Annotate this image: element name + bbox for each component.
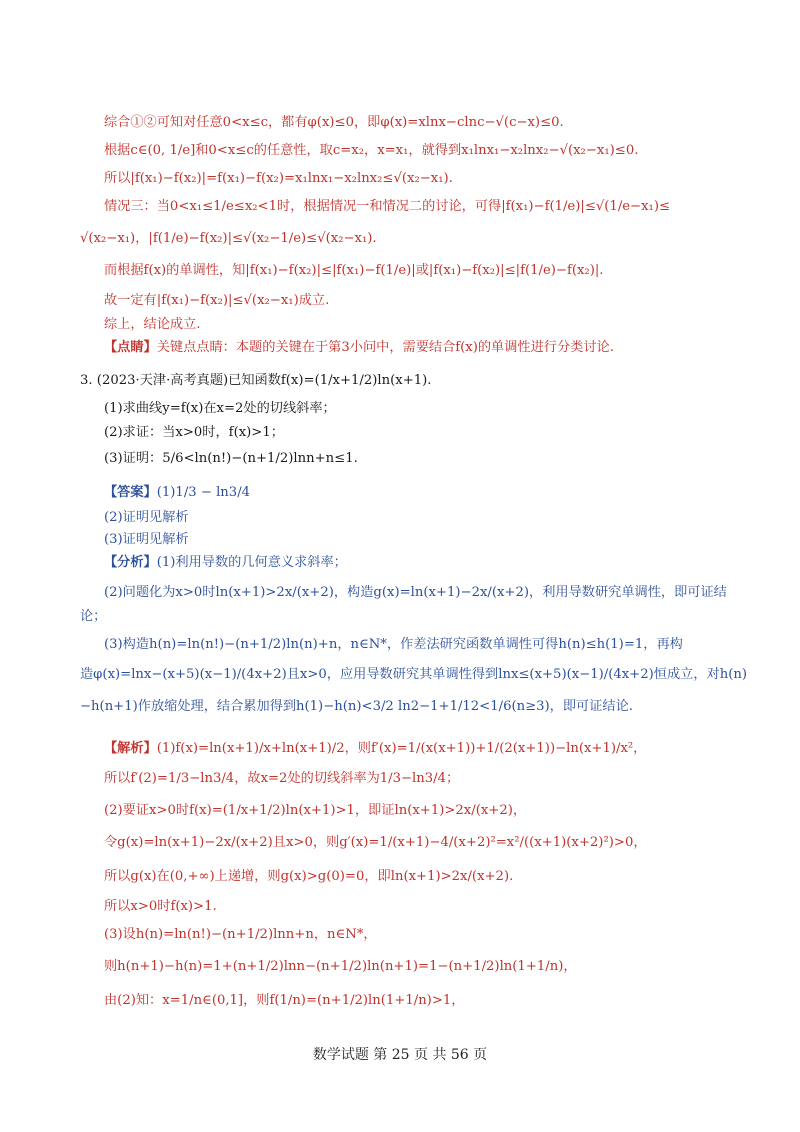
solution-prev-line-8: 综上，结论成立. <box>104 317 201 332</box>
analysis-line-1 <box>104 552 754 574</box>
solution-prev-line-5: √(x₂−x₁)，|f(1/e)−f(x₂)|≤√(x₂−1/e)≤√(x₂−x₁). <box>80 231 377 246</box>
analysis-line-6: −h(n+1)作放缩处理，结合累加得到h(1)−h(n)<3/2 ln2−1+1/12<1/6(n≥3)，即可证结论. <box>80 699 633 714</box>
answer-item-3: (3)证明见解析 <box>104 532 189 547</box>
analysis-line-4: (3)构造h(n)=ln(n!)−(n+1/2)ln(n)+n，n∈N*，作差法研究函数单调性可得h(n)≤h(1)=1，再构 <box>104 637 683 652</box>
answer-item-2: (2)证明见解析 <box>104 510 189 525</box>
problem-part-3: (3)证明：5/6<ln(n!)−(n+1/2)lnn+n≤1. <box>104 451 358 466</box>
solution-line-1 <box>104 738 754 760</box>
problem-number: 3. <box>80 373 93 388</box>
problem-part-2: (2)求证：当x>0时，f(x)>1； <box>104 425 284 440</box>
page-footer: 数学试题 第 25 页 共 56 页 <box>312 1047 488 1063</box>
solution-text-1: (1)f(x)=ln(x+1)/x+ln(x+1)/2，则f′(x)=1/(x(x+1))+1/(2(x+1))−ln(x+1)/x²， <box>156 741 647 756</box>
solution-line-5: 所以g(x)在(0,+∞)上递增，则g(x)>g(0)=0，即ln(x+1)>2x/(x+2). <box>104 869 514 884</box>
solution-prev-line-3: 所以|f(x₁)−f(x₂)|=f(x₁)−f(x₂)=x₁lnx₁−x₂lnx₂≤√(x₂−x₁). <box>104 171 453 186</box>
problem-stem: (2023·天津·高考真题)已知函数f(x)=(1/x+1/2)ln(x+1). <box>96 373 432 388</box>
solution-line-6: 所以x>0时f(x)>1. <box>104 899 217 914</box>
solution-line-2: 所以f′(2)=1/3−ln3/4，故x=2处的切线斜率为1/3−ln3/4； <box>104 771 460 786</box>
solution-line-8: 则h(n+1)−h(n)=1+(n+1/2)lnn−(n+1/2)ln(n+1)=1−(n+1/2)ln(1+1/n)， <box>104 959 577 974</box>
analysis-tag: 【分析】 <box>104 555 157 570</box>
problem-part-1: (1)求曲线y=f(x)在x=2处的切线斜率； <box>104 401 336 416</box>
solution-line-4: 令g(x)=ln(x+1)−2x/(x+2)且x>0，则g′(x)=1/(x+1)−4/(x+2)²=x²/((x+1)(x+2)²)>0， <box>104 835 647 850</box>
solution-line-9: 由(2)知：x=1/n∈(0,1]，则f(1/n)=(n+1/2)ln(1+1/n)>1， <box>104 993 465 1008</box>
answer-tag: 【答案】 <box>104 485 157 500</box>
analysis-text-1: (1)利用导数的几何意义求斜率； <box>156 555 347 570</box>
solution-tag: 【解析】 <box>104 741 157 756</box>
answer-item-1: (1)1/3 − ln3/4 <box>156 485 251 500</box>
analysis-line-3: 论； <box>80 609 107 624</box>
analysis-line-5: 造φ(x)=lnx−(x+5)(x−1)/(4x+2)且x>0，应用导数研究其单调性得到lnx≤(x+5)(x−1)/(4x+2)恒成立，对h(n) <box>80 667 747 682</box>
dianjing-text: 关键点点睛：本题的关键在于第3小问中，需要结合f(x)的单调性进行分类讨论. <box>156 340 614 355</box>
dianjing-tag: 【点睛】 <box>104 340 157 355</box>
solution-prev-line-1: 综合①②可知对任意0<x≤c，都有φ(x)≤0，即φ(x)=xlnx−clnc−√(c−x)≤0. <box>104 115 564 130</box>
problem-stem-line <box>80 370 730 392</box>
solution-line-3: (2)要证x>0时f(x)=(1/x+1/2)ln(x+1)>1，即证ln(x+1)>2x/(x+2)， <box>104 803 527 818</box>
solution-prev-line-6: 而根据f(x)的单调性，知|f(x₁)−f(x₂)|≤|f(x₁)−f(1/e)|或|f(x₁)−f(x₂)|≤|f(1/e)−f(x₂)|. <box>104 263 604 278</box>
solution-prev-line-7: 故一定有|f(x₁)−f(x₂)|≤√(x₂−x₁)成立. <box>104 293 330 308</box>
solution-prev-line-4: 情况三：当0<x₁≤1/e≤x₂<1时，根据情况一和情况二的讨论，可得|f(x₁)−f(1/e)|≤√(1/e−x₁)≤ <box>104 199 671 214</box>
solution-prev-line-2: 根据c∈(0, 1/e]和0<x≤c的任意性，取c=x₂，x=x₁，就得到x₁lnx₁−x₂lnx₂−√(x₂−x₁)≤0. <box>104 143 639 158</box>
solution-line-7: (3)设h(n)=ln(n!)−(n+1/2)lnn+n，n∈N*， <box>104 927 377 942</box>
answer-line-1 <box>104 482 754 504</box>
analysis-line-2: (2)问题化为x>0时ln(x+1)>2x/(x+2)，构造g(x)=ln(x+1)−2x/(x+2)，利用导数研究单调性，即可证结 <box>104 585 727 600</box>
dianjing-line <box>104 337 754 359</box>
